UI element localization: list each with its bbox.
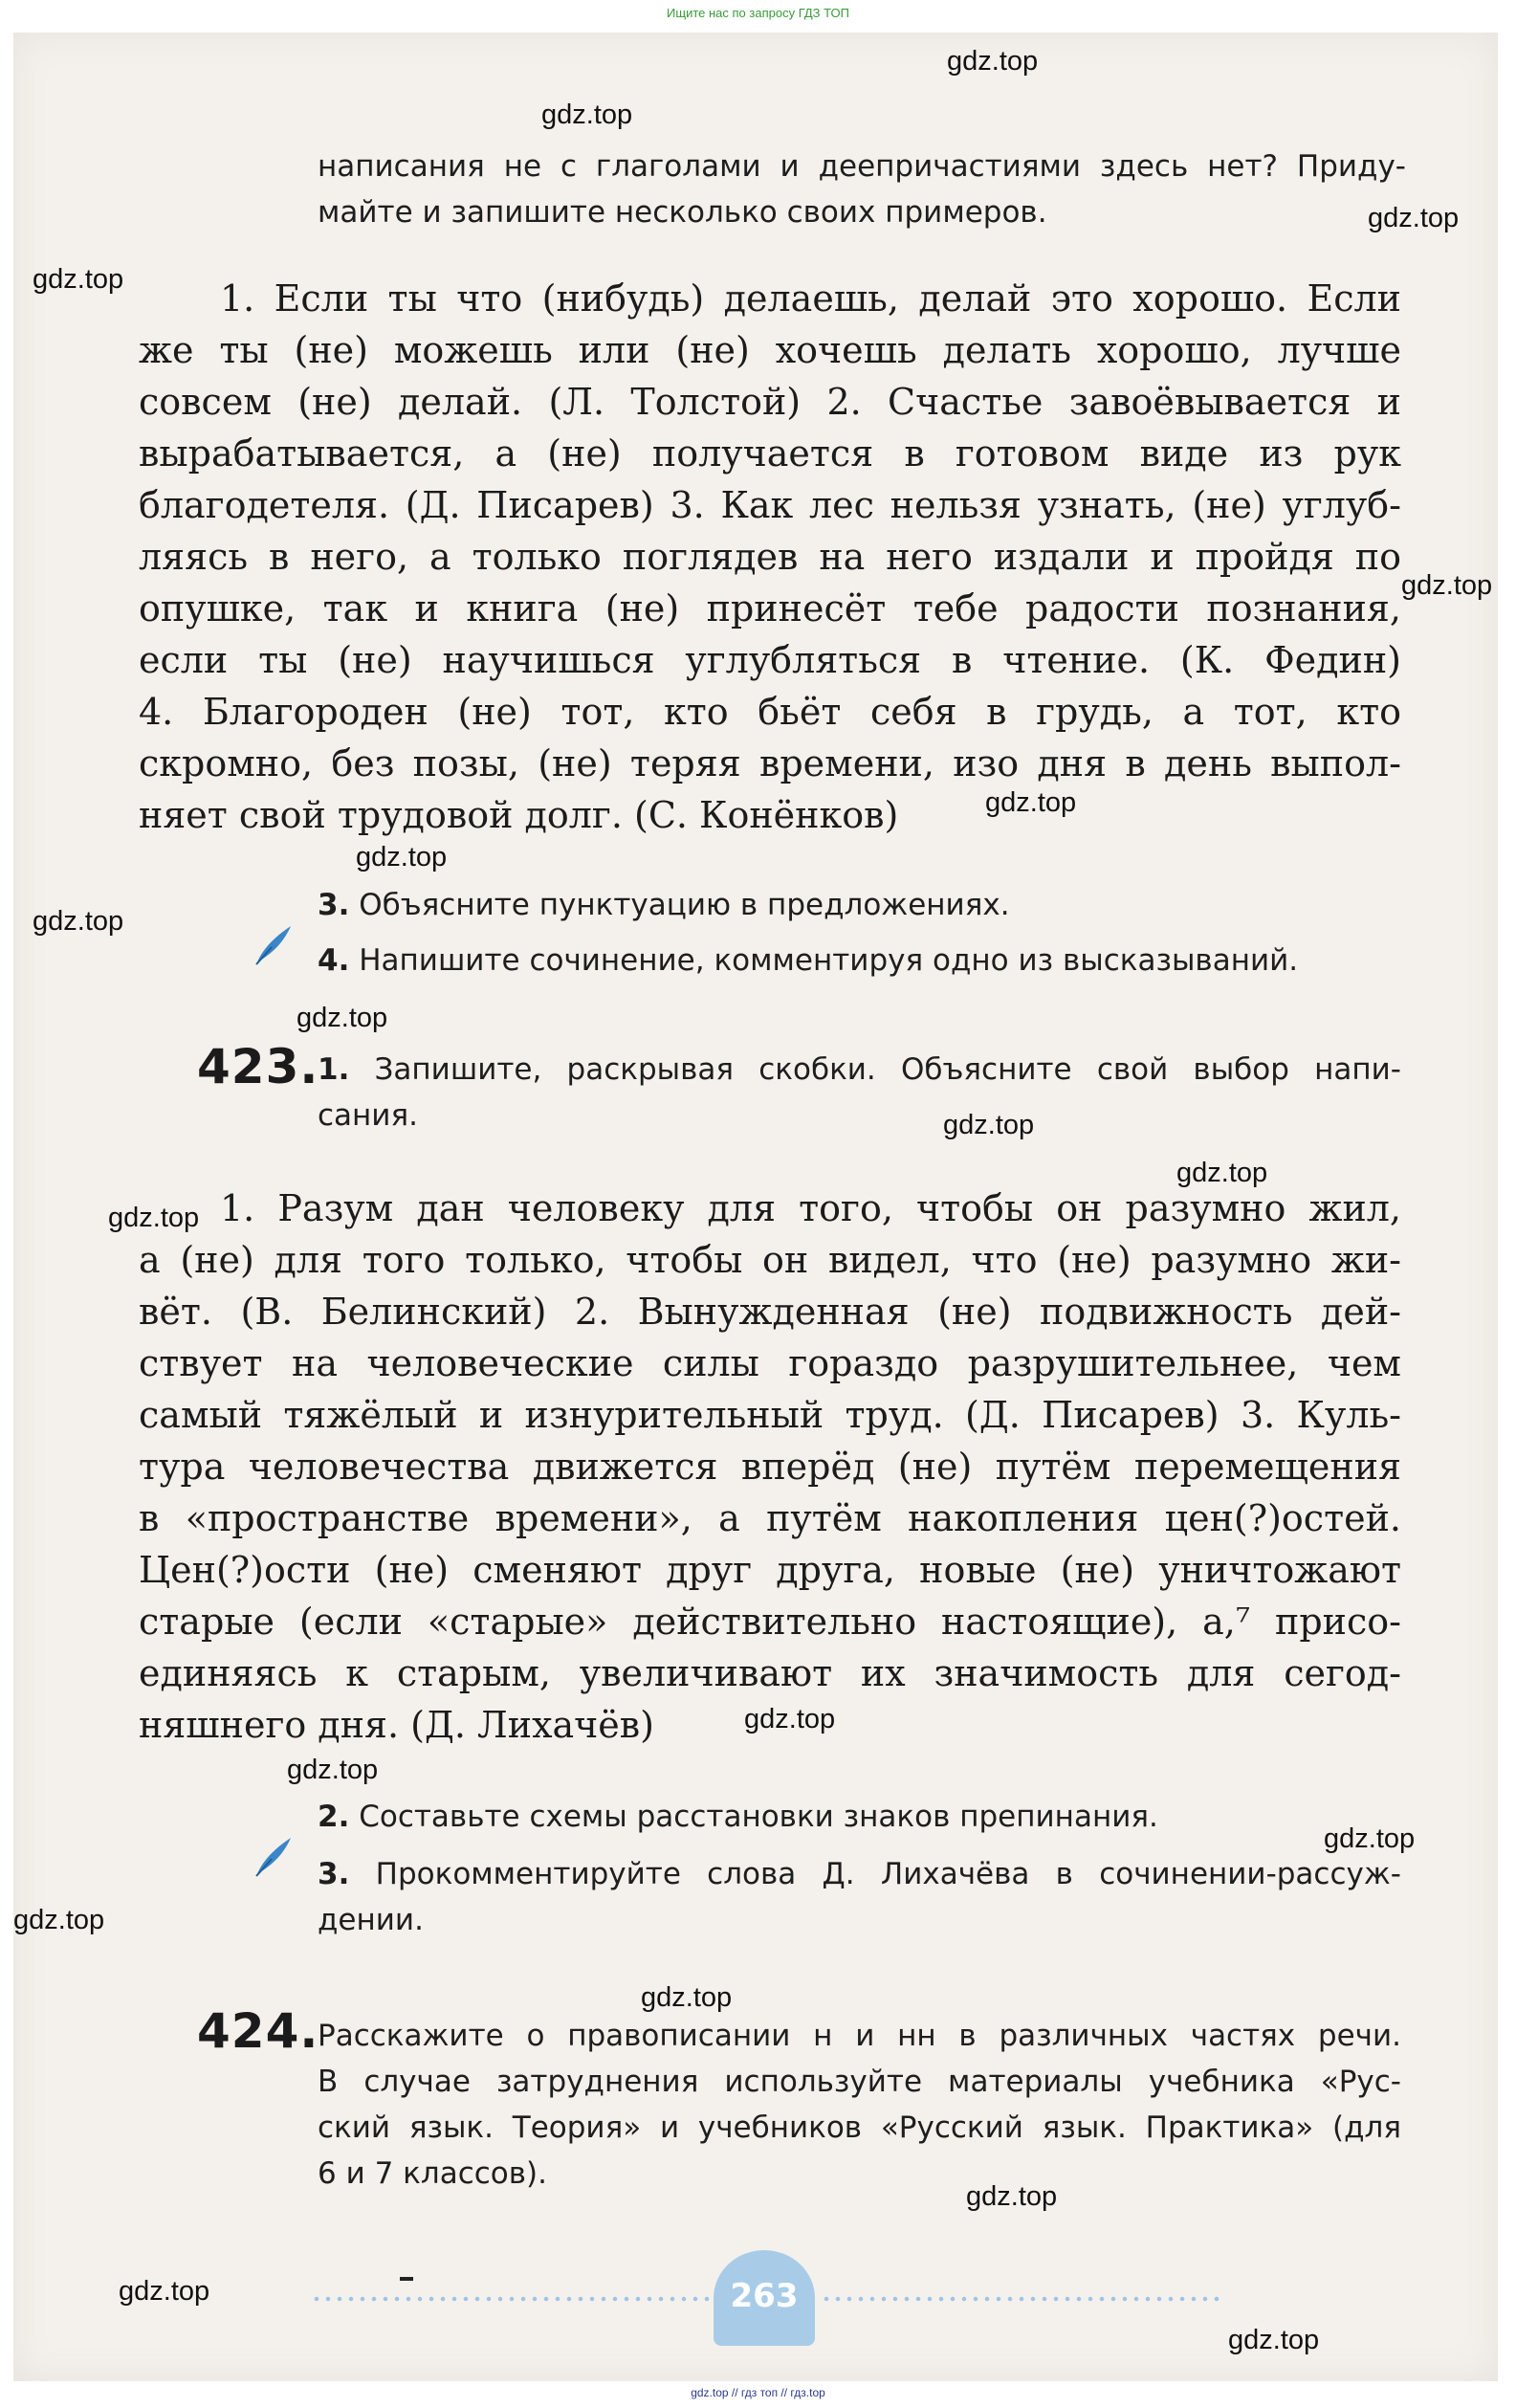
task-3 — [318, 882, 1010, 928]
pen-icon — [251, 1834, 297, 1880]
footer-dots-right — [821, 2296, 1222, 2302]
watermark: gdz.top — [108, 1203, 200, 1233]
watermark: gdz.top — [33, 906, 124, 937]
bottom-banner: gdz.top // гдз топ // гдз.top — [691, 2386, 825, 2399]
watermark: gdz.top — [985, 787, 1077, 818]
task-text: Прокомментируйте слова Д. Лихачёва в сочинении-рассуж- — [375, 1857, 1401, 1891]
passage-line: тура человечества движется вперёд (не) путём перемещения — [139, 1446, 1401, 1488]
passage-line: 1. Если ты что (нибудь) делаешь, делай это хорошо. Если — [220, 277, 1401, 320]
task-number: 2. — [318, 1800, 350, 1834]
passage-line: ствует на человеческие силы гораздо разрушительнее, чем — [139, 1342, 1401, 1384]
passage-line: совсем (не) делай. (Л. Толстой) 2. Счастье завоёвывается и — [139, 381, 1401, 423]
passage-423 — [139, 1182, 1401, 1751]
passage-1 — [139, 273, 1401, 841]
passage-line: вырабатывается, а (не) получается в готовом виде из рук — [139, 432, 1401, 475]
task-number: 3. — [318, 1857, 350, 1891]
passage-line: самый тяжёлый и изнурительный труд. (Д. Писарев) 3. Куль- — [139, 1394, 1401, 1436]
footer-dash — [400, 2277, 413, 2281]
passage-line: няет свой трудовой долг. (С. Конёнков) — [139, 794, 899, 836]
watermark: gdz.top — [1401, 570, 1493, 601]
task-number: 3. — [318, 888, 350, 922]
watermark: gdz.top — [119, 2276, 210, 2307]
footer-dots-left — [311, 2296, 713, 2302]
watermark: gdz.top — [641, 1982, 733, 2013]
task-text: сания. — [318, 1098, 418, 1133]
passage-line: благодетеля. (Д. Писарев) 3. Как лес нельзя узнать, (не) углуб- — [139, 484, 1401, 526]
watermark: gdz.top — [947, 46, 1039, 77]
passage-line: если ты (не) научишься углубляться в чтение. (К. Федин) — [139, 639, 1401, 681]
watermark: gdz.top — [1228, 2325, 1320, 2355]
watermark: gdz.top — [1324, 1823, 1416, 1854]
passage-line: 4. Благороден (не) тот, кто бьёт себя в грудь, а тот, кто — [139, 691, 1401, 733]
passage-line: няшнего дня. (Д. Лихачёв) — [139, 1704, 654, 1746]
intro-text — [318, 144, 1406, 235]
watermark: gdz.top — [1368, 203, 1460, 233]
passage-line: а (не) для того только, чтобы он видел, что (не) разумно жи- — [139, 1239, 1401, 1281]
watermark: gdz.top — [356, 842, 448, 873]
exercise-number-423: 423. — [197, 1039, 319, 1094]
passage-line: вёт. (В. Белинский) 2. Вынужденная (не) подвижность дей- — [139, 1291, 1401, 1333]
task-text: дении. — [318, 1903, 424, 1937]
watermark: gdz.top — [541, 99, 633, 130]
intro-line: написания не с глаголами и деепричастиями здесь нет? Приду- — [318, 149, 1406, 184]
exercise-423-instruction — [318, 1047, 1401, 1138]
passage-line: в «пространстве времени», а путём накопления цен(?)остей. — [139, 1497, 1401, 1539]
task-text: В случае затруднения используйте материалы учебника «Рус- — [318, 2065, 1401, 2099]
passage-line: старые (если «старые» действительно настоящие), а,⁷ присо- — [139, 1601, 1401, 1643]
exercise-424-text — [318, 2013, 1401, 2197]
task-4 — [318, 938, 1298, 983]
page-number: 263 — [730, 2277, 799, 2315]
task-423-2 — [318, 1794, 1158, 1840]
task-text: 6 и 7 классов). — [318, 2156, 547, 2191]
task-423-3 — [318, 1851, 1401, 1943]
task-text: Составьте схемы расстановки знаков препинания. — [359, 1800, 1158, 1834]
task-text: Напишите сочинение, комментируя одно из высказываний. — [359, 943, 1299, 978]
task-text: ский язык. Теория» и учебников «Русский язык. Практика» (для — [318, 2110, 1401, 2145]
intro-line: майте и запишите несколько своих примеров. — [318, 195, 1047, 230]
watermark: gdz.top — [744, 1704, 836, 1734]
passage-line: скромно, без позы, (не) теряя времени, изо дня в день выпол- — [139, 742, 1401, 784]
watermark: gdz.top — [1176, 1158, 1268, 1188]
exercise-number-424: 424. — [197, 2003, 319, 2059]
passage-line: же ты (не) можешь или (не) хочешь делать хорошо, лучше — [139, 329, 1401, 371]
watermark: gdz.top — [33, 264, 124, 295]
task-text: Запишите, раскрывая скобки. Объясните свой выбор напи- — [374, 1052, 1401, 1087]
passage-line: ляясь в него, а только поглядев на него издали и пройдя по — [139, 536, 1401, 578]
watermark: gdz.top — [287, 1755, 379, 1785]
task-text: Объясните пунктуацию в предложениях. — [359, 888, 1010, 922]
passage-line: единяясь к старым, увеличивают их значимость для сегод- — [139, 1652, 1401, 1694]
pen-icon — [251, 922, 297, 968]
passage-line: 1. Разум дан человеку для того, чтобы он разумно жил, — [220, 1187, 1401, 1229]
passage-line: Цен(?)ости (не) сменяют друг друга, новые (не) уничтожают — [139, 1549, 1401, 1591]
passage-line: опушке, так и книга (не) принесёт тебе радости познания, — [139, 587, 1401, 630]
task-text: Расскажите о правописании н и нн в различных частях речи. — [318, 2019, 1401, 2053]
task-number: 4. — [318, 943, 350, 978]
task-number: 1. — [318, 1052, 350, 1087]
watermark: gdz.top — [943, 1110, 1035, 1140]
watermark: gdz.top — [966, 2181, 1058, 2212]
top-banner: Ищите нас по запросу ГДЗ ТОП — [667, 6, 849, 20]
watermark: gdz.top — [297, 1003, 388, 1033]
watermark: gdz.top — [13, 1905, 105, 1935]
